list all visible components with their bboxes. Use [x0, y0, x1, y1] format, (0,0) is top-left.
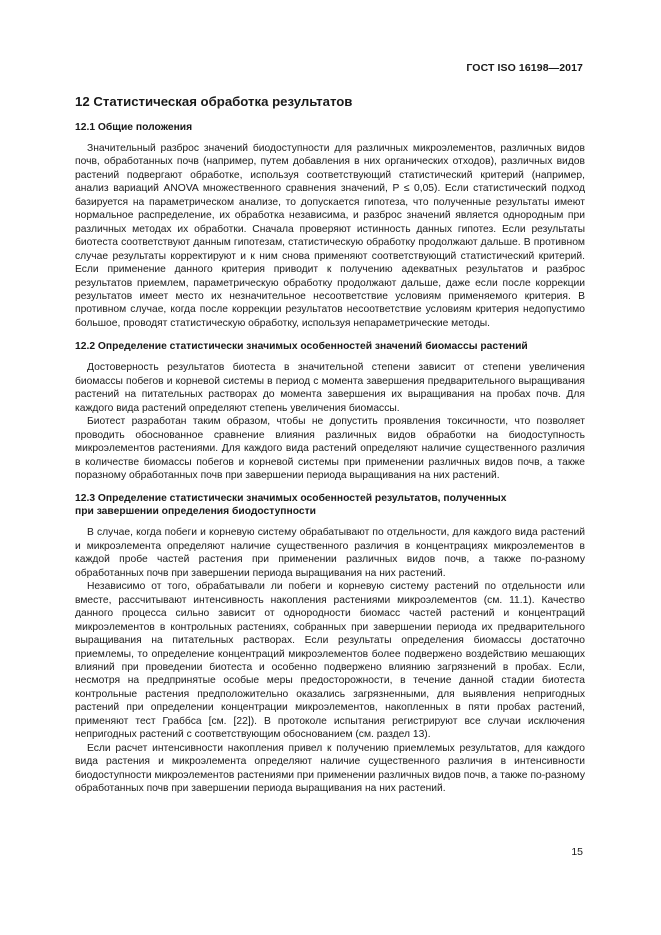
- paragraph-12-2-2: Биотест разработан таким образом, чтобы не допустить проявления токсичности, что позволяет проводить обоснованное сравнение влияния различных видов обработки на биодоступность микроэлементов растениями. Для каждого вида растений определяют наличие существенного различия в количестве биомассы побегов и корневой системы при применении различных видов почв, а также поразному обработанных почв при завершении периода выращивания на них растений.: [75, 416, 585, 481]
- paragraph-12-1-1: Значительный разброс значений биодоступности для различных микроэлементов, различных видов почв, обработанных почв (например, путем добавления в них органических отходов), различных видов растений подвергают обработке, используя соответствующий статистический критерий (например, анализ вариаций ANOVA множественного сравнения значений, P ≤ 0,05). Если статистический подход базируется на параметрическом анализе, то допускается гипотеза, что полученные результаты имеют нормальное распределение, их обработка независима, и разброс значений является однородным при различных методах их обработки. Сначала проверяют истинность данных гипотез. Если результаты биотеста соответствуют данным гипотезам, статистическую обработку продолжают дальше. В противном случае результаты корректируют и к ним снова применяют соответствующий статистический критерий. Если применение данного критерия приводит к получению адекватных результатов и разброс результатов приемлем, параметрическую обработку продолжают дальше, даже если после коррекции результатов имеет место их незначительное несоответствие условиям применяемого критерия. В противном случае, когда после коррекции результатов несоответствие условиям критерия недопустимо большое, проводят статистическую обработку, используя непараметрические методы.: [75, 143, 585, 329]
- subsection-title-12-3: [75, 492, 585, 518]
- paragraph-12-2-1: Достоверность результатов биотеста в значительной степени зависит от степени увеличения биомассы побегов и корневой системы в период с момента завершения предварительного выращивания растений на питательных растворах до момента завершения их выращивания на пробах почв. Для каждого вида растений определяют степень увеличения биомассы.: [75, 362, 585, 414]
- standard-header: ГОСТ ISO 16198—2017: [466, 62, 583, 74]
- subsection-title-12-2: 12.2 Определение статистически значимых особенностей значений биомассы растений: [75, 341, 528, 353]
- document-body: [75, 94, 585, 795]
- subsection-title-12-1: 12.1 Общие положения: [75, 122, 193, 133]
- paragraph-12-3-1: В случае, когда побеги и корневую систему обрабатывают по отдельности, для каждого вида растений и микроэлемента определяют наличие существенного различия в концентрациях микроэлементов в каждой пробе частей растения при применении различных видов почв, а также по-разному обработанных почв при завершении периода выращивания на них растений.: [75, 527, 585, 579]
- subsection-title-12-3-line1: 12.3 Определение статистически значимых особенностей результатов, полученных: [75, 493, 507, 505]
- paragraph-12-3-3: Если расчет интенсивности накопления привел к получению приемлемых результатов, для каждого вида растения и микроэлемента определяют наличие существенного различия в интенсивности биодоступности микроэлементов растениями при применении различных видов почв, а также по-разному обработанных почв при завершении периода выращивания на них растений.: [75, 742, 585, 795]
- paragraph-12-3-2: Независимо от того, обрабатывали ли побеги и корневую систему растений по отдельности или вместе, рассчитывают интенсивность накопления растениями микроэлементов (см. 11.1). Качество данного процесса сильно зависит от однородности биомасс частей растений и концентраций микроэлементов в контрольных растениях, собранных при завершении периода их предварительного выращивания на питательных растворах. Если результаты определения биомассы достаточно приемлемы, то определение концентраций микроэлементов более подвержено воздействию мешающих влияний при проведении биотеста и особенно подвержено влиянию загрязнений в пробах. Если, несмотря на предпринятые особые меры предосторожности, в течение данной стадии биотеста контрольные растения предположительно оказались загрязненными, для выявления непригодных растений при определении концентрации микроэлементов, накопленных в пяти пробах растений, применяют тест Граббса [см. [22]). В протоколе испытания регистрируют все случаи исключения непригодных растений с соответствующим обоснованием (см. раздел 13).: [75, 581, 585, 741]
- subsection-title-12-3-line2: при завершении определения биодоступности: [75, 506, 316, 518]
- page-number: 15: [571, 846, 583, 858]
- section-title: 12 Статистическая обработка результатов: [75, 94, 353, 109]
